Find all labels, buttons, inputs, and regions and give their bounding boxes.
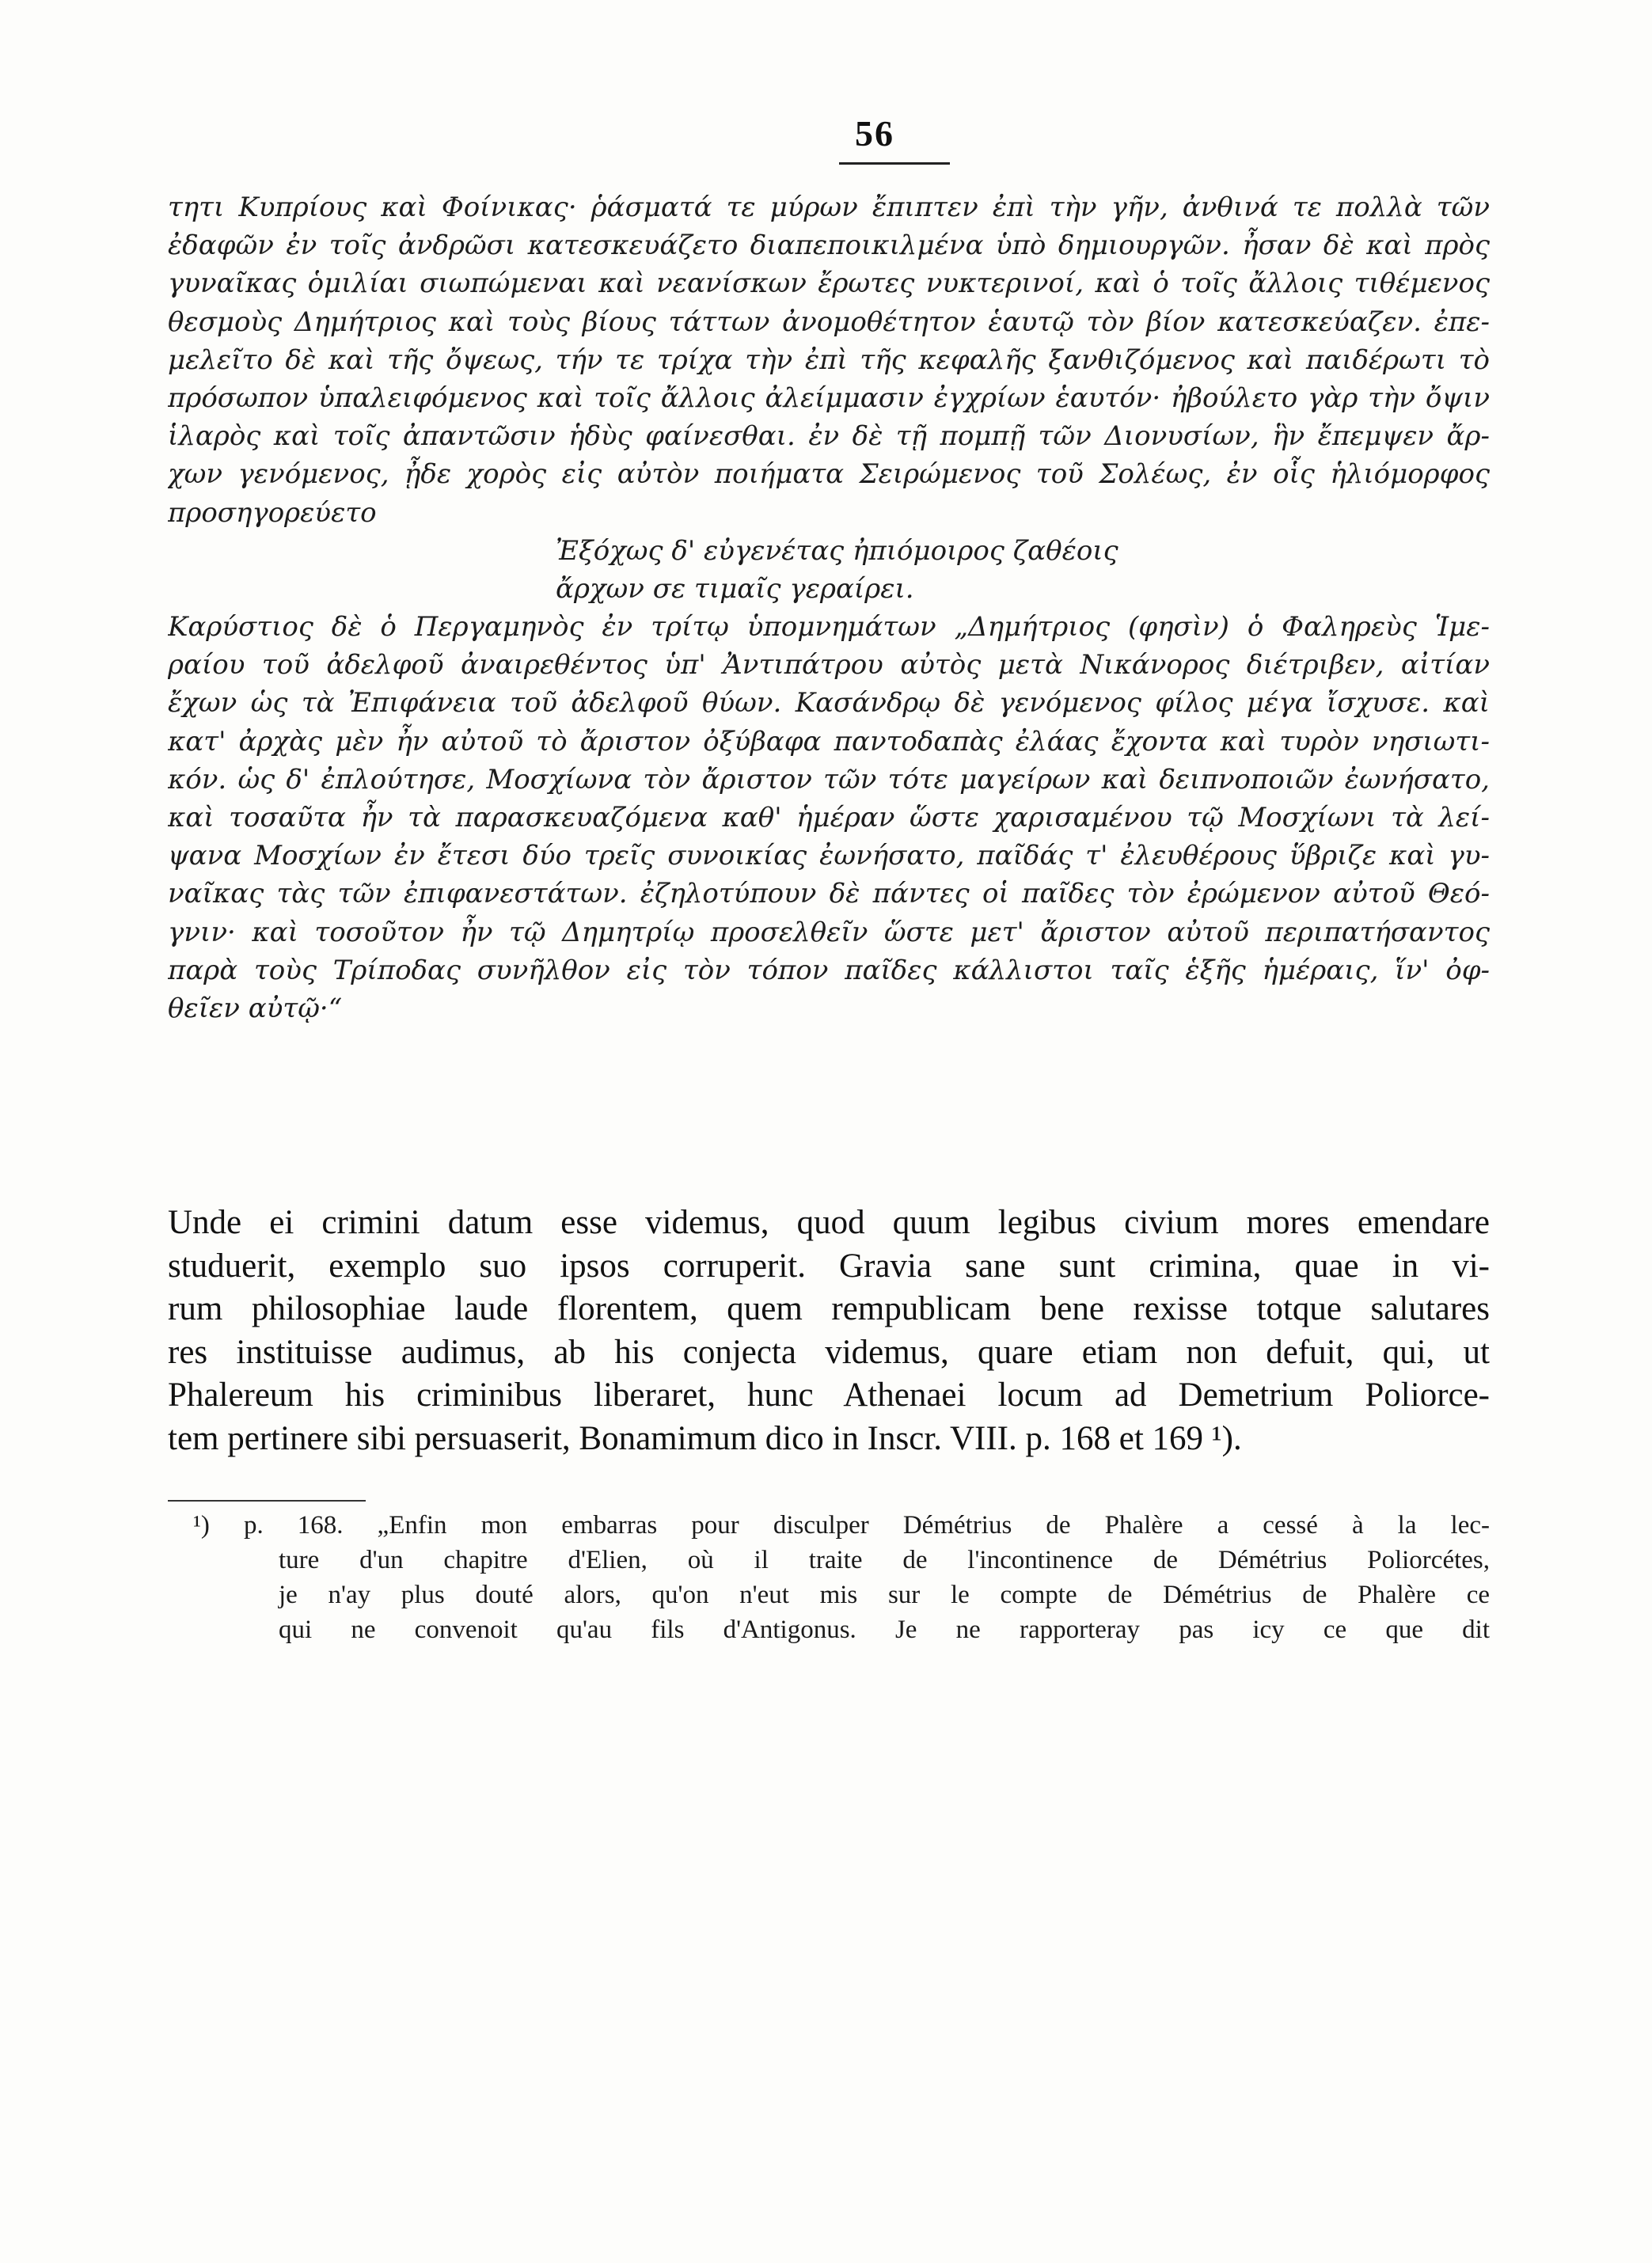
greek-line: κατ' ἀρχὰς μὲν ἦν αὐτοῦ τὸ ἄριστον ὀξύβαφα παντοδαπὰς ἐλάας ἔχοντα καὶ τυρὸν νησιωτι- (168, 725, 1490, 757)
footnote-rule (168, 1500, 366, 1502)
greek-line: πρόσωπον ὑπαλειφόμενος καὶ τοῖς ἄλλοις ἀλείμμασιν ἐγχρίων ἑαυτόν· ἠβούλετο γὰρ τὴν ὄψιν (168, 382, 1490, 414)
greek-quotation (168, 188, 1490, 1027)
latin-line: tem pertinere sibi persuaserit, Bonamimum dico in Inscr. VIII. p. 168 et 169 ¹). (168, 1419, 1242, 1457)
greek-line: καὶ τοσαῦτα ἦν τὰ παρασκευαζόμενα καθ' ἡμέραν ὥστε χαρισαμένου τῷ Μοσχίωνι τὰ λεί- (168, 802, 1490, 833)
greek-line: χων γενόμενος, ᾖδε χορὸς εἰς αὐτὸν ποιήματα Σειρώμενος τοῦ Σολέως, ἐν οἷς ἡλιόμορφος (168, 458, 1490, 491)
latin-line: studuerit, exemplo suo ipsos corruperit. Gravia sane sunt crimina, quae in vi- (168, 1247, 1490, 1285)
greek-line: Καρύστιος δὲ ὁ Περγαμηνὸς ἐν τρίτῳ ὑπομνημάτων „Δημήτριος (φησὶν) ὁ Φαληρεὺς Ἱμε- (168, 611, 1490, 644)
footnote-line: ¹) p. 168. „Enfin mon embarras pour disculper Démétrius de Phalère a cessé à la lec- (193, 1511, 1490, 1540)
greek-line: ἱλαρὸς καὶ τοῖς ἀπαντῶσιν ἡδὺς φαίνεσθαι. ἐν δὲ τῇ πομπῇ τῶν Διονυσίων, ἣν ἔπεμψεν ἄρ- (168, 420, 1490, 453)
greek-line: τητι Κυπρίους καὶ Φοίνικας· ῥάσματά τε μύρων ἔπιπτεν ἐπὶ τὴν γῆν, ἀνθινά τε πολλὰ τῶν (168, 192, 1490, 223)
latin-paragraph (168, 1202, 1490, 1460)
greek-line: προσηγορεύετο (168, 496, 377, 529)
greek-line: γνιν· καὶ τοσοῦτον ἦν τῷ Δημητρίῳ προσελθεῖν ὥστε μετ' ἄριστον αὐτοῦ περιπατήσαντος (168, 916, 1490, 948)
verse-line: Ἐξόχως δ' εὐγενέτας ἠπιόμοιρος ζαθέοις (556, 534, 1118, 567)
footnote (168, 1508, 1490, 1647)
footnote-line: je n'ay plus douté alors, qu'on n'eut mis sur le compte de Démétrius de Phalère ce (279, 1581, 1490, 1609)
greek-line: ψανα Μοσχίων ἐν ἔτεσι δύο τρεῖς συνοικίας ἐωνήσατο, παῖδάς τ' ἐλευθέρους ὕβριζε καὶ γυ- (168, 840, 1490, 872)
greek-line: μελεῖτο δὲ καὶ τῆς ὄψεως, τήν τε τρίχα τὴν ἐπὶ τῆς κεφαλῆς ξανθιζόμενος καὶ παιδέρωτι τὸ (168, 344, 1490, 376)
greek-line: θεῖεν αὐτῷ·“ (168, 992, 343, 1024)
greek-line: ναῖκας τὰς τῶν ἐπιφανεστάτων. ἐζηλοτύπουν δὲ πάντες οἱ παῖδες τὸν ἐρώμενον αὐτοῦ Θεό- (168, 878, 1490, 910)
footnote-line: ture d'un chapitre d'Elien, où il traite de l'incontinence de Démétrius Poliorcétes, (279, 1546, 1490, 1574)
latin-line: Unde ei crimini datum esse videmus, quod quum legibus civium mores emendare (168, 1204, 1490, 1241)
greek-line: ἔχων ὡς τὰ Ἐπιφάνεια τοῦ ἀδελφοῦ θύων. Κασάνδρῳ δὲ γενόμενος φίλος μέγα ἴσχυσε. καὶ (168, 687, 1490, 720)
greek-line: ραίου τοῦ ἀδελφοῦ ἀναιρεθέντος ὑπ' Ἀντιπάτρου αὐτὸς μετὰ Νικάνορος διέτριβεν, αἰτίαν (168, 649, 1490, 682)
greek-line: παρὰ τοὺς Τρίποδας συνῆλθον εἰς τὸν τόπον παῖδες κάλλιστοι ταῖς ἑξῆς ἡμέραις, ἵν' ὀφ- (168, 954, 1490, 986)
latin-line: res instituisse audimus, ab his conjecta videmus, quare etiam non defuit, qui, ut (168, 1333, 1490, 1371)
greek-line: κόν. ὡς δ' ἐπλούτησε, Μοσχίωνα τὸν ἄριστον τῶν τότε μαγείρων καὶ δειπνοποιῶν ἐωνήσατο, (168, 763, 1490, 795)
latin-line: rum philosophiae laude florentem, quem rempublicam bene rexisse totque salutares (168, 1290, 1490, 1327)
greek-line: ἐδαφῶν ἐν τοῖς ἀνδρῶσι κατεσκευάζετο διαπεποικιλμένα ὑπὸ δημιουργῶν. ἦσαν δὲ καὶ πρὸς (168, 230, 1490, 262)
verse-line: ἄρχων σε τιμαῖς γεραίρει. (556, 572, 914, 605)
footnote-line: qui ne convenoit qu'au fils d'Antigonus. Je ne rapporteray pas icy ce que dit (279, 1616, 1490, 1644)
greek-line: θεσμοὺς Δημήτριος καὶ τοὺς βίους τάττων ἀνομοθέτητον ἑαυτῷ τὸν βίον κατεσκεύαζεν. ἐπε- (168, 306, 1490, 338)
latin-line: Phalereum his criminibus liberaret, hunc Athenaei locum ad Demetrium Poliorce- (168, 1376, 1490, 1414)
page-number: 56 (855, 113, 894, 154)
header-rule (839, 162, 950, 165)
greek-line: γυναῖκας ὁμιλίαι σιωπώμεναι καὶ νεανίσκων ἔρωτες νυκτερινοί, καὶ ὁ τοῖς ἄλλοις τιθέμενος (168, 268, 1490, 300)
